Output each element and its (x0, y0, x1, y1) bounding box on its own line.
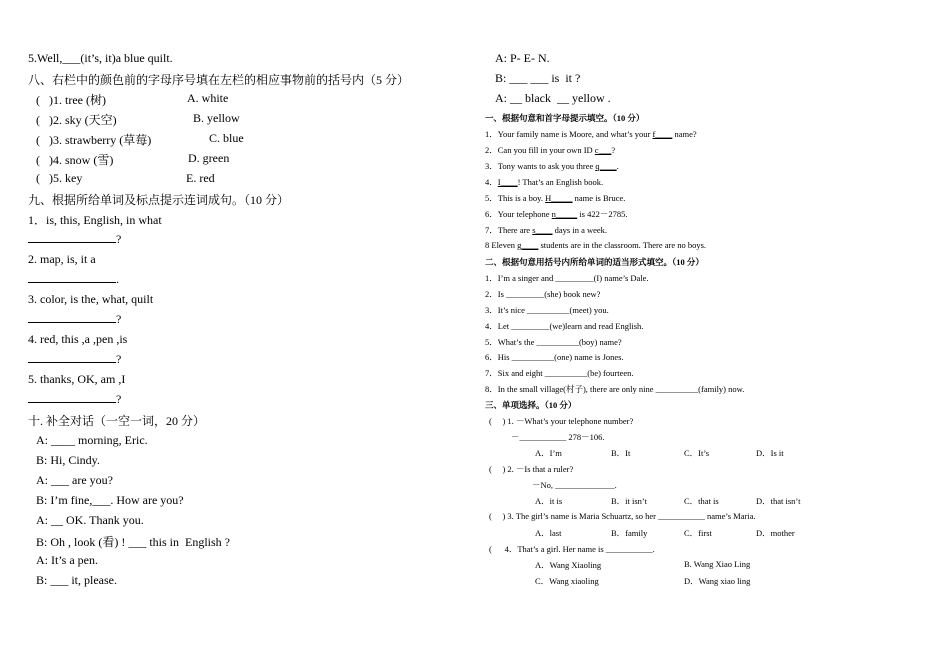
match-item: ( )2. sky (天空) (36, 113, 117, 127)
reorder-question: 1．is, this, English, in what (28, 213, 162, 227)
form-item: 2．Is _________(she) book new? (485, 289, 601, 299)
q5-line: 5.Well,___(it’s, it)a blue quilt. (28, 51, 173, 65)
match-option: A. white (187, 91, 229, 105)
section10-title: 十. 补全对话（一空一词，20 分） (28, 414, 206, 428)
dialog-line: A: __ black __ yellow . (495, 91, 611, 105)
fill-text: 3．Tony wants to ask you three (485, 161, 596, 171)
mc-option[interactable]: C．Wang xiaoling (535, 576, 599, 586)
form-item: 1．I’m a singer and _________(I) name’s Dale. (485, 273, 649, 283)
fill-text: is 422－2785. (577, 209, 628, 219)
answer-punct: ? (116, 352, 122, 366)
fill-item (485, 128, 697, 140)
dialog-line: B: Hi, Cindy. (36, 453, 100, 467)
fill-text: 6．Your telephone (485, 209, 552, 219)
mc-question: ( ) 1. －What’s your telephone number? (489, 416, 634, 426)
mc-question: ( ) 3. The girl’s name is Maria Schuartz, so her ___________ name’s Maria. (489, 511, 756, 521)
mc-option[interactable]: A．it is (535, 496, 563, 506)
fill-blank[interactable]: g____ (517, 240, 539, 250)
match-option: D. green (188, 151, 230, 165)
dialog-line: B: Oh , look (看) ! ___ this in English ? (36, 535, 230, 549)
mc-option[interactable]: C．that is (684, 496, 719, 506)
match-option: E. red (186, 171, 215, 185)
answer-punct: ? (116, 232, 122, 246)
mc-option[interactable]: A．Wang Xiaoling (535, 560, 602, 570)
fill-text: 5．This is a boy. (485, 193, 546, 203)
fill-text: name? (672, 129, 697, 139)
fill-item (485, 240, 706, 250)
fill-text: 8 Eleven (485, 240, 518, 250)
reorder-question: 5. thanks, OK, am ,I (28, 372, 126, 386)
mc-question-line: －___________ 278－106. (511, 432, 605, 442)
fill-text: 7．There are (485, 225, 533, 235)
mc-option[interactable]: D．Is it (756, 448, 784, 458)
answer-line[interactable] (28, 232, 121, 247)
form-item: 5．What’s the __________(boy) name? (485, 337, 622, 347)
dialog-line: B: I’m fine,___. How are you? (36, 493, 184, 507)
dialog-line: B: ___ ___ is it ? (495, 71, 581, 85)
fill-item (485, 192, 625, 204)
answer-blank[interactable] (28, 392, 116, 403)
section8-title: 八、右栏中的颜色前的字母序号填在左栏的相应事物前的括号内（5 分） (28, 73, 410, 87)
mc-option[interactable]: D．that isn’t (756, 496, 801, 506)
mc-option[interactable]: B．it isn’t (611, 496, 647, 506)
dialog-line: A: ____ morning, Eric. (36, 433, 148, 447)
answer-line[interactable] (28, 352, 121, 367)
answer-blank[interactable] (28, 232, 116, 243)
fill-item (485, 144, 615, 156)
match-item: ( )5. key (36, 171, 83, 185)
mc-option[interactable]: D．Wang xiao ling (684, 576, 751, 586)
section1-title: 一、根据句意和首字母提示填空。（10 分） (485, 113, 645, 123)
fill-blank[interactable]: f____ (652, 129, 673, 139)
mc-option[interactable]: B．It (611, 448, 631, 458)
form-item: 6．His __________(one) name is Jones. (485, 352, 624, 362)
fill-text: 1．Your family name is Moore, and what’s your (485, 129, 653, 139)
answer-blank[interactable] (28, 352, 116, 363)
fill-text: . (616, 161, 619, 171)
section9-title: 九、根据所给单词及标点提示连词成句。（10 分） (28, 193, 290, 207)
fill-text: name is Bruce. (572, 193, 626, 203)
answer-blank[interactable] (28, 272, 116, 283)
section2-title: 二、根据句意用括号内所给单词的适当形式填空。（10 分） (485, 257, 704, 267)
fill-blank[interactable]: c___ (594, 145, 612, 155)
dialog-line: A: ___ are you? (36, 473, 113, 487)
form-item: 4．Let _________(we)learn and read English. (485, 321, 644, 331)
fill-text: 2．Can you fill in your own ID (485, 145, 595, 155)
mc-option[interactable]: D．mother (756, 528, 795, 538)
fill-text: days in a week. (552, 225, 608, 235)
mc-option[interactable]: C．first (684, 528, 712, 538)
mc-option[interactable]: A．last (535, 528, 562, 538)
fill-blank[interactable]: s____ (532, 225, 553, 235)
match-item: ( )1. tree (树) (36, 93, 106, 107)
mc-question: ( 4．That’s a girl. Her name is ___________. (489, 544, 655, 554)
mc-question: ( ) 2. －Is that a ruler? (489, 464, 574, 474)
mc-option[interactable]: B. Wang Xiao Ling (684, 559, 751, 569)
mc-option[interactable]: B．family (611, 528, 648, 538)
form-item: 3．It’s nice __________(meet) you. (485, 305, 609, 315)
fill-blank[interactable]: q____ (595, 161, 617, 171)
fill-blank[interactable]: I____ (497, 177, 518, 187)
reorder-question: 4. red, this ,a ,pen ,is (28, 332, 128, 346)
match-item: ( )3. strawberry (草莓) (36, 133, 152, 147)
fill-item (485, 224, 607, 236)
mc-question-line: －No, ______________. (532, 480, 617, 490)
fill-item (485, 208, 627, 220)
fill-text: ! That’s an English book. (517, 177, 604, 187)
fill-text: students are in the classroom. There are no boys. (538, 240, 707, 250)
answer-punct: . (116, 272, 119, 286)
dialog-line: B: ___ it, please. (36, 573, 117, 587)
fill-text: 4． (485, 177, 498, 187)
answer-line[interactable] (28, 312, 121, 327)
mc-option[interactable]: C．It’s (684, 448, 710, 458)
dialog-line: A: It’s a pen. (36, 553, 98, 567)
fill-blank[interactable]: n_____ (551, 209, 578, 219)
fill-item (485, 160, 619, 172)
answer-punct: ? (116, 392, 122, 406)
match-option: C. blue (209, 131, 244, 145)
section3-title: 三、单项选择。（10 分） (485, 400, 577, 410)
mc-option[interactable]: A．I’m (535, 448, 562, 458)
form-item: 7．Six and eight __________(be) fourteen. (485, 368, 634, 378)
answer-punct: ? (116, 312, 122, 326)
fill-blank[interactable]: H_____ (545, 193, 573, 203)
answer-line[interactable] (28, 272, 119, 287)
dialog-line: A: P- E- N. (495, 51, 550, 65)
reorder-question: 3. color, is the, what, quilt (28, 292, 154, 306)
fill-text: ? (611, 145, 616, 155)
match-item: ( )4. snow (雪) (36, 153, 114, 167)
answer-line[interactable] (28, 392, 121, 407)
reorder-question: 2. map, is, it a (28, 252, 96, 266)
dialog-line: A: __ OK. Thank you. (36, 513, 144, 527)
fill-item (485, 176, 603, 188)
match-option: B. yellow (193, 111, 240, 125)
answer-blank[interactable] (28, 312, 116, 323)
form-item: 8．In the small village(村子), there are only nine __________(family) now. (485, 384, 745, 394)
